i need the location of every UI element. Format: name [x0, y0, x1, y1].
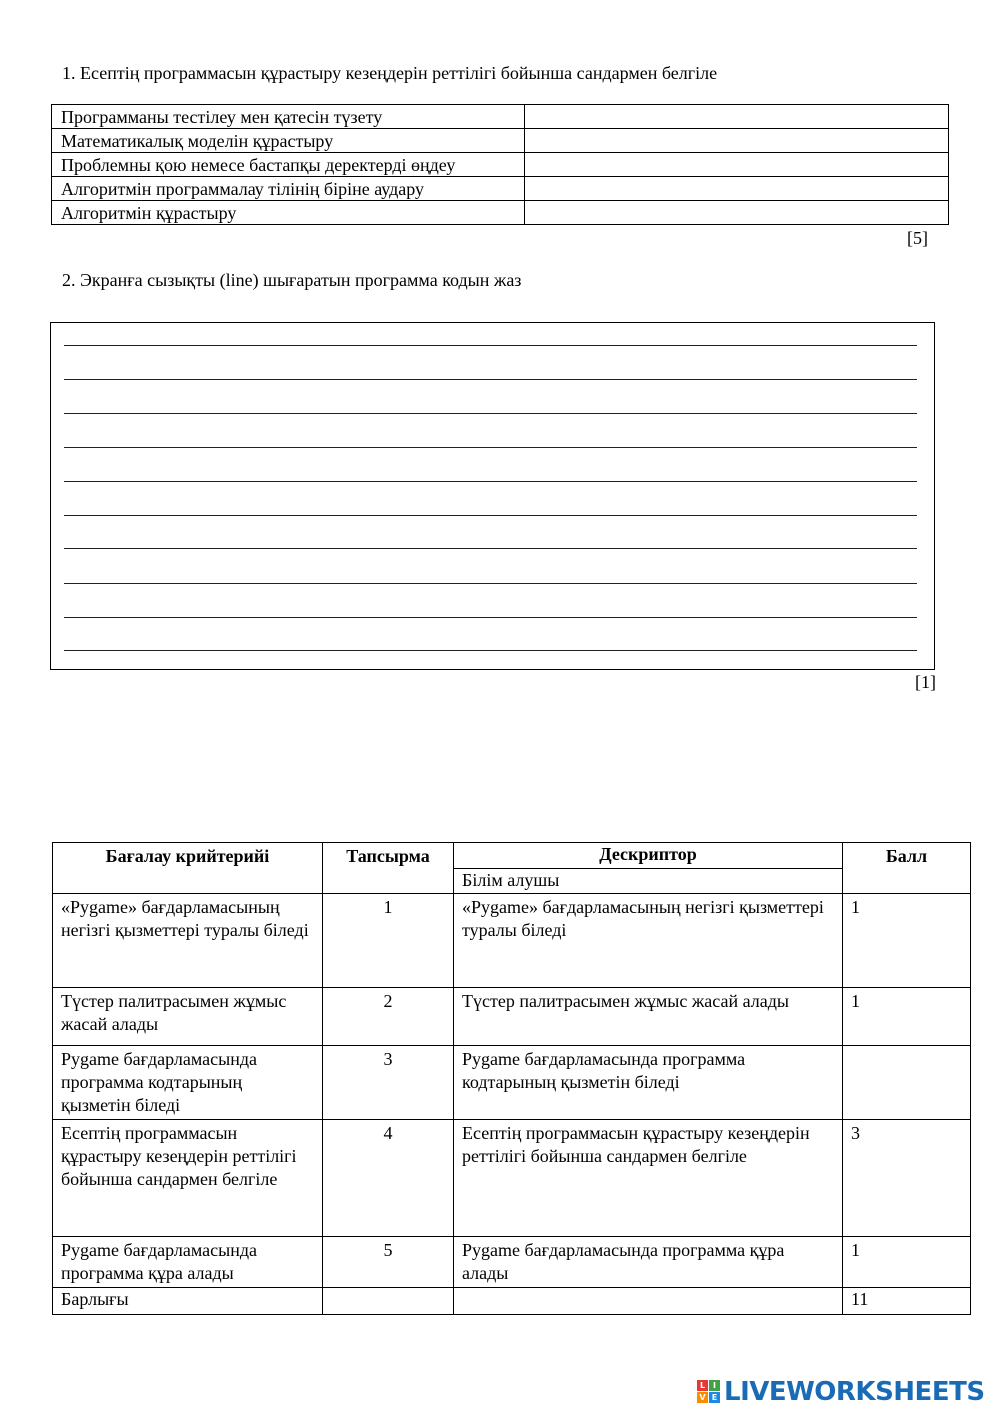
- liveworksheets-brand: [697, 1375, 985, 1409]
- ordering-answer-cell[interactable]: [525, 105, 949, 129]
- total-task-cell: [323, 1288, 454, 1315]
- table-row: [53, 894, 971, 988]
- code-answer-box[interactable]: [50, 322, 935, 670]
- ordering-step-label: Программаны тестілеу мен қатесін түзету: [52, 105, 525, 129]
- total-label: Барлығы: [53, 1288, 323, 1315]
- answer-line[interactable]: [64, 548, 917, 549]
- ordering-answer-cell[interactable]: [525, 129, 949, 153]
- table-row: [53, 1046, 971, 1120]
- descriptor-cell: Есептің программасын құрастыру кезеңдерін реттілігі бойынша сандармен белгіле: [454, 1120, 843, 1237]
- assessment-criteria-table: [52, 842, 971, 1315]
- answer-line[interactable]: [64, 345, 917, 346]
- table-row: [53, 1120, 971, 1237]
- question-2-score: [1]: [915, 672, 936, 692]
- ordering-step-label: Алгоритмін құрастыру: [52, 201, 525, 225]
- logo-letter: E: [709, 1392, 720, 1403]
- ordering-answer-cell[interactable]: [525, 201, 949, 225]
- points-cell: 1: [843, 894, 971, 988]
- question-1-title: 1. Есептің программасын құрастыру кезеңдерін реттілігі бойынша сандармен белгіле: [62, 63, 718, 83]
- liveworksheets-logo-icon: [697, 1380, 721, 1404]
- ordering-table: [51, 104, 949, 225]
- criteria-cell: «Pygame» бағдарламасының негізгі қызметтері туралы біледі: [53, 894, 323, 988]
- criteria-cell: Түстер палитрасымен жұмыс жасай алады: [53, 988, 323, 1046]
- points-cell: 3: [843, 1120, 971, 1237]
- ordering-answer-cell[interactable]: [525, 177, 949, 201]
- answer-line[interactable]: [64, 515, 917, 516]
- total-descriptor-cell: [454, 1288, 843, 1315]
- header-descriptor: Дескриптор: [454, 843, 843, 869]
- ordering-row: [52, 153, 949, 177]
- answer-line[interactable]: [64, 650, 917, 651]
- table-row: [53, 988, 971, 1046]
- header-task: Тапсырма: [323, 843, 454, 894]
- criteria-cell: Pygame бағдарламасында программа кодтарының қызметін біледі: [53, 1046, 323, 1120]
- ordering-step-label: Алгоритмін программалау тілінің біріне аудару: [52, 177, 525, 201]
- question-1-score: [5]: [907, 228, 928, 248]
- points-cell: [843, 1046, 971, 1120]
- answer-line[interactable]: [64, 447, 917, 448]
- ordering-row: [52, 201, 949, 225]
- logo-letter: I: [709, 1380, 720, 1391]
- ordering-row: [52, 177, 949, 201]
- question-2-title: 2. Экранға сызықты (line) шығаратын программа кодын жаз: [62, 270, 522, 290]
- logo-letter: L: [697, 1380, 708, 1391]
- descriptor-cell: Pygame бағдарламасында программа құра алады: [454, 1237, 843, 1288]
- answer-line[interactable]: [64, 379, 917, 380]
- answer-line[interactable]: [64, 617, 917, 618]
- header-descriptor-sub: Білім алушы: [454, 868, 843, 894]
- header-criteria: Бағалау крийтерийі: [53, 843, 323, 894]
- task-cell: 2: [323, 988, 454, 1046]
- table-row: [53, 1237, 971, 1288]
- task-cell: 1: [323, 894, 454, 988]
- answer-line[interactable]: [64, 413, 917, 414]
- brand-text: LIVEWORKSHEETS: [724, 1377, 985, 1407]
- task-cell: 3: [323, 1046, 454, 1120]
- ordering-step-label: Математикалық моделін құрастыру: [52, 129, 525, 153]
- logo-letter: V: [697, 1392, 708, 1403]
- total-points: 11: [843, 1288, 971, 1315]
- header-points: Балл: [843, 843, 971, 894]
- descriptor-cell: Pygame бағдарламасында программа кодтарының қызметін біледі: [454, 1046, 843, 1120]
- task-cell: 5: [323, 1237, 454, 1288]
- ordering-answer-cell[interactable]: [525, 153, 949, 177]
- criteria-cell: Pygame бағдарламасында программа құра алады: [53, 1237, 323, 1288]
- total-row: [53, 1288, 971, 1315]
- criteria-header-row: [53, 843, 971, 869]
- answer-line[interactable]: [64, 481, 917, 482]
- ordering-row: [52, 129, 949, 153]
- answer-line[interactable]: [64, 583, 917, 584]
- task-cell: 4: [323, 1120, 454, 1237]
- ordering-step-label: Проблемны қою немесе бастапқы деректерді өңдеу: [52, 153, 525, 177]
- points-cell: 1: [843, 988, 971, 1046]
- ordering-row: [52, 105, 949, 129]
- descriptor-cell: Түстер палитрасымен жұмыс жасай алады: [454, 988, 843, 1046]
- criteria-cell: Есептің программасын құрастыру кезеңдерін реттілігі бойынша сандармен белгіле: [53, 1120, 323, 1237]
- descriptor-cell: «Pygame» бағдарламасының негізгі қызметтері туралы біледі: [454, 894, 843, 988]
- points-cell: 1: [843, 1237, 971, 1288]
